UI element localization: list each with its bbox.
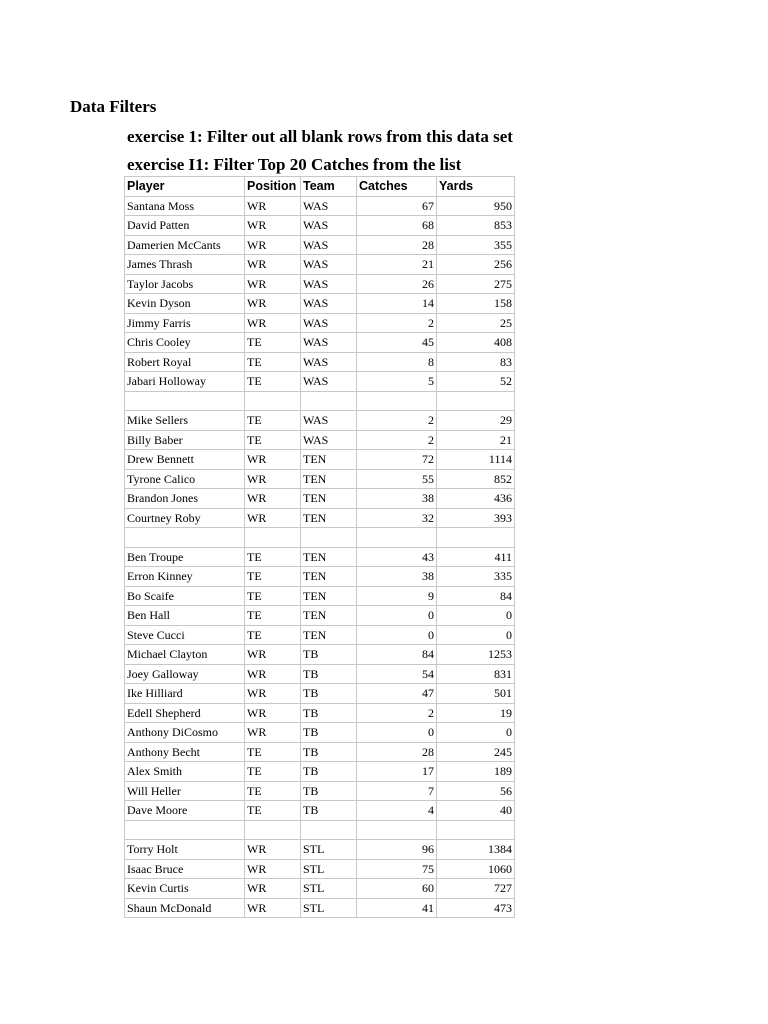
position-cell: TE	[245, 567, 301, 587]
table-row	[125, 489, 515, 509]
yards-cell: 727	[437, 879, 515, 899]
position-cell: TE	[245, 430, 301, 450]
catches-cell: 96	[357, 840, 437, 860]
team-cell: TB	[301, 684, 357, 704]
catches-cell: 67	[357, 196, 437, 216]
yards-cell: 19	[437, 703, 515, 723]
catches-cell: 4	[357, 801, 437, 821]
team-cell: TEN	[301, 469, 357, 489]
team-cell: TEN	[301, 489, 357, 509]
table-row	[125, 859, 515, 879]
catches-cell: 2	[357, 313, 437, 333]
catches-cell: 8	[357, 352, 437, 372]
position-cell	[245, 820, 301, 840]
team-cell: TEN	[301, 567, 357, 587]
team-cell: TEN	[301, 606, 357, 626]
position-cell: WR	[245, 703, 301, 723]
player-cell: Taylor Jacobs	[125, 274, 245, 294]
team-cell: TEN	[301, 547, 357, 567]
player-cell: Anthony DiCosmo	[125, 723, 245, 743]
player-cell	[125, 528, 245, 548]
team-cell: WAS	[301, 333, 357, 353]
player-cell: Anthony Becht	[125, 742, 245, 762]
blank-row	[125, 528, 515, 548]
catches-cell: 0	[357, 606, 437, 626]
team-cell: TEN	[301, 508, 357, 528]
yards-cell: 29	[437, 411, 515, 431]
catches-cell: 2	[357, 703, 437, 723]
team-cell: WAS	[301, 274, 357, 294]
team-cell: WAS	[301, 235, 357, 255]
player-cell: Alex Smith	[125, 762, 245, 782]
team-cell: WAS	[301, 294, 357, 314]
team-cell: TB	[301, 723, 357, 743]
header-team: Team	[301, 177, 357, 197]
player-cell: Ben Hall	[125, 606, 245, 626]
catches-cell: 84	[357, 645, 437, 665]
player-cell: Damerien McCants	[125, 235, 245, 255]
yards-cell: 853	[437, 216, 515, 236]
player-cell: Courtney Roby	[125, 508, 245, 528]
yards-cell: 1253	[437, 645, 515, 665]
table-row	[125, 274, 515, 294]
yards-cell: 0	[437, 606, 515, 626]
player-cell: Chris Cooley	[125, 333, 245, 353]
player-cell: Ben Troupe	[125, 547, 245, 567]
catches-cell: 54	[357, 664, 437, 684]
position-cell: WR	[245, 664, 301, 684]
player-cell: Kevin Curtis	[125, 879, 245, 899]
player-cell: Will Heller	[125, 781, 245, 801]
position-cell: TE	[245, 352, 301, 372]
header-catches: Catches	[357, 177, 437, 197]
position-cell: WR	[245, 294, 301, 314]
catches-cell	[357, 528, 437, 548]
team-cell: STL	[301, 840, 357, 860]
yards-cell: 393	[437, 508, 515, 528]
position-cell: WR	[245, 723, 301, 743]
position-cell: TE	[245, 781, 301, 801]
yards-cell: 335	[437, 567, 515, 587]
player-cell	[125, 391, 245, 411]
team-cell: WAS	[301, 430, 357, 450]
catches-cell: 5	[357, 372, 437, 392]
catches-cell: 28	[357, 742, 437, 762]
page-title: Data Filters	[70, 97, 157, 116]
table-row	[125, 684, 515, 704]
player-cell: James Thrash	[125, 255, 245, 275]
catches-cell: 38	[357, 489, 437, 509]
player-cell: Billy Baber	[125, 430, 245, 450]
yards-cell	[437, 820, 515, 840]
table-row	[125, 723, 515, 743]
team-cell: TB	[301, 664, 357, 684]
table-row	[125, 840, 515, 860]
table-row	[125, 469, 515, 489]
yards-cell: 501	[437, 684, 515, 704]
yards-cell: 950	[437, 196, 515, 216]
table-row	[125, 742, 515, 762]
team-cell: TB	[301, 703, 357, 723]
player-cell: Drew Bennett	[125, 450, 245, 470]
yards-cell: 473	[437, 898, 515, 918]
player-cell: Jimmy Farris	[125, 313, 245, 333]
position-cell: WR	[245, 879, 301, 899]
table-row	[125, 898, 515, 918]
table-row	[125, 255, 515, 275]
position-cell: WR	[245, 469, 301, 489]
blank-row	[125, 820, 515, 840]
catches-cell: 2	[357, 411, 437, 431]
player-cell: Shaun McDonald	[125, 898, 245, 918]
player-cell: Edell Shepherd	[125, 703, 245, 723]
position-cell: TE	[245, 762, 301, 782]
player-cell: Bo Scaife	[125, 586, 245, 606]
yards-cell: 21	[437, 430, 515, 450]
yards-cell: 189	[437, 762, 515, 782]
catches-cell: 7	[357, 781, 437, 801]
position-cell: WR	[245, 196, 301, 216]
table-row	[125, 879, 515, 899]
catches-cell: 43	[357, 547, 437, 567]
position-cell: WR	[245, 508, 301, 528]
team-cell: STL	[301, 859, 357, 879]
team-cell: STL	[301, 879, 357, 899]
position-cell: WR	[245, 216, 301, 236]
yards-cell: 52	[437, 372, 515, 392]
table-row	[125, 430, 515, 450]
yards-cell: 408	[437, 333, 515, 353]
player-cell: Brandon Jones	[125, 489, 245, 509]
table-row	[125, 196, 515, 216]
player-cell: Santana Moss	[125, 196, 245, 216]
position-cell: WR	[245, 840, 301, 860]
position-cell: WR	[245, 235, 301, 255]
team-cell: WAS	[301, 196, 357, 216]
yards-cell: 275	[437, 274, 515, 294]
yards-cell: 158	[437, 294, 515, 314]
position-cell	[245, 528, 301, 548]
yards-cell: 411	[437, 547, 515, 567]
player-cell: Michael Clayton	[125, 645, 245, 665]
position-cell: WR	[245, 313, 301, 333]
catches-cell: 28	[357, 235, 437, 255]
yards-cell: 0	[437, 625, 515, 645]
table-row	[125, 781, 515, 801]
team-cell: WAS	[301, 352, 357, 372]
player-cell: Robert Royal	[125, 352, 245, 372]
table-row	[125, 352, 515, 372]
yards-cell: 831	[437, 664, 515, 684]
catches-cell: 45	[357, 333, 437, 353]
table-row	[125, 372, 515, 392]
player-cell: Kevin Dyson	[125, 294, 245, 314]
position-cell: TE	[245, 586, 301, 606]
table-header-row	[125, 177, 515, 197]
team-cell: WAS	[301, 372, 357, 392]
table-row	[125, 606, 515, 626]
exercise-1-heading: exercise 1: Filter out all blank rows from this data set	[127, 127, 513, 146]
catches-cell	[357, 820, 437, 840]
player-cell	[125, 820, 245, 840]
player-cell: Tyrone Calico	[125, 469, 245, 489]
yards-cell: 25	[437, 313, 515, 333]
table-row	[125, 547, 515, 567]
table-row	[125, 508, 515, 528]
team-cell	[301, 528, 357, 548]
position-cell: TE	[245, 333, 301, 353]
player-cell: Steve Cucci	[125, 625, 245, 645]
team-cell: WAS	[301, 216, 357, 236]
team-cell: TEN	[301, 586, 357, 606]
position-cell: TE	[245, 742, 301, 762]
exercise-2-heading: exercise I1: Filter Top 20 Catches from the list	[127, 155, 462, 174]
table-row	[125, 586, 515, 606]
yards-cell: 84	[437, 586, 515, 606]
position-cell	[245, 391, 301, 411]
position-cell: WR	[245, 450, 301, 470]
yards-cell: 40	[437, 801, 515, 821]
position-cell: TE	[245, 411, 301, 431]
player-cell: Ike Hilliard	[125, 684, 245, 704]
player-cell: David Patten	[125, 216, 245, 236]
table-row	[125, 645, 515, 665]
yards-cell: 245	[437, 742, 515, 762]
yards-cell: 56	[437, 781, 515, 801]
team-cell: TB	[301, 742, 357, 762]
yards-cell: 1060	[437, 859, 515, 879]
catches-cell: 9	[357, 586, 437, 606]
player-cell: Torry Holt	[125, 840, 245, 860]
header-position: Position	[245, 177, 301, 197]
player-cell: Dave Moore	[125, 801, 245, 821]
team-cell: WAS	[301, 411, 357, 431]
table-row	[125, 294, 515, 314]
player-cell: Mike Sellers	[125, 411, 245, 431]
catches-cell: 0	[357, 625, 437, 645]
team-cell: TEN	[301, 450, 357, 470]
position-cell: TE	[245, 606, 301, 626]
player-cell: Jabari Holloway	[125, 372, 245, 392]
catches-cell: 32	[357, 508, 437, 528]
table-row	[125, 801, 515, 821]
yards-cell	[437, 391, 515, 411]
table-row	[125, 664, 515, 684]
catches-cell: 38	[357, 567, 437, 587]
position-cell: TE	[245, 625, 301, 645]
yards-cell: 355	[437, 235, 515, 255]
catches-cell: 60	[357, 879, 437, 899]
player-cell: Erron Kinney	[125, 567, 245, 587]
player-cell: Joey Galloway	[125, 664, 245, 684]
table-row	[125, 235, 515, 255]
table-row	[125, 450, 515, 470]
table-row	[125, 313, 515, 333]
position-cell: WR	[245, 255, 301, 275]
team-cell	[301, 820, 357, 840]
catches-cell: 26	[357, 274, 437, 294]
team-cell: TB	[301, 801, 357, 821]
players-table	[124, 176, 515, 918]
catches-cell: 41	[357, 898, 437, 918]
table-row	[125, 762, 515, 782]
yards-cell: 83	[437, 352, 515, 372]
header-player: Player	[125, 177, 245, 197]
catches-cell: 17	[357, 762, 437, 782]
header-yards: Yards	[437, 177, 515, 197]
yards-cell: 852	[437, 469, 515, 489]
yards-cell: 1384	[437, 840, 515, 860]
position-cell: WR	[245, 859, 301, 879]
team-cell: WAS	[301, 313, 357, 333]
position-cell: WR	[245, 645, 301, 665]
table-row	[125, 411, 515, 431]
yards-cell	[437, 528, 515, 548]
position-cell: TE	[245, 372, 301, 392]
team-cell: TB	[301, 762, 357, 782]
team-cell: STL	[301, 898, 357, 918]
player-cell: Isaac Bruce	[125, 859, 245, 879]
team-cell: WAS	[301, 255, 357, 275]
table-row	[125, 567, 515, 587]
team-cell: TEN	[301, 625, 357, 645]
table-row	[125, 625, 515, 645]
catches-cell: 0	[357, 723, 437, 743]
table-row	[125, 333, 515, 353]
position-cell: WR	[245, 274, 301, 294]
yards-cell: 0	[437, 723, 515, 743]
catches-cell: 14	[357, 294, 437, 314]
yards-cell: 436	[437, 489, 515, 509]
catches-cell: 68	[357, 216, 437, 236]
position-cell: TE	[245, 801, 301, 821]
table-row	[125, 703, 515, 723]
position-cell: WR	[245, 489, 301, 509]
team-cell: TB	[301, 645, 357, 665]
catches-cell: 2	[357, 430, 437, 450]
yards-cell: 1114	[437, 450, 515, 470]
catches-cell: 55	[357, 469, 437, 489]
catches-cell: 47	[357, 684, 437, 704]
table-row	[125, 216, 515, 236]
catches-cell: 72	[357, 450, 437, 470]
position-cell: WR	[245, 898, 301, 918]
yards-cell: 256	[437, 255, 515, 275]
team-cell	[301, 391, 357, 411]
team-cell: TB	[301, 781, 357, 801]
position-cell: WR	[245, 684, 301, 704]
blank-row	[125, 391, 515, 411]
catches-cell	[357, 391, 437, 411]
catches-cell: 21	[357, 255, 437, 275]
position-cell: TE	[245, 547, 301, 567]
catches-cell: 75	[357, 859, 437, 879]
